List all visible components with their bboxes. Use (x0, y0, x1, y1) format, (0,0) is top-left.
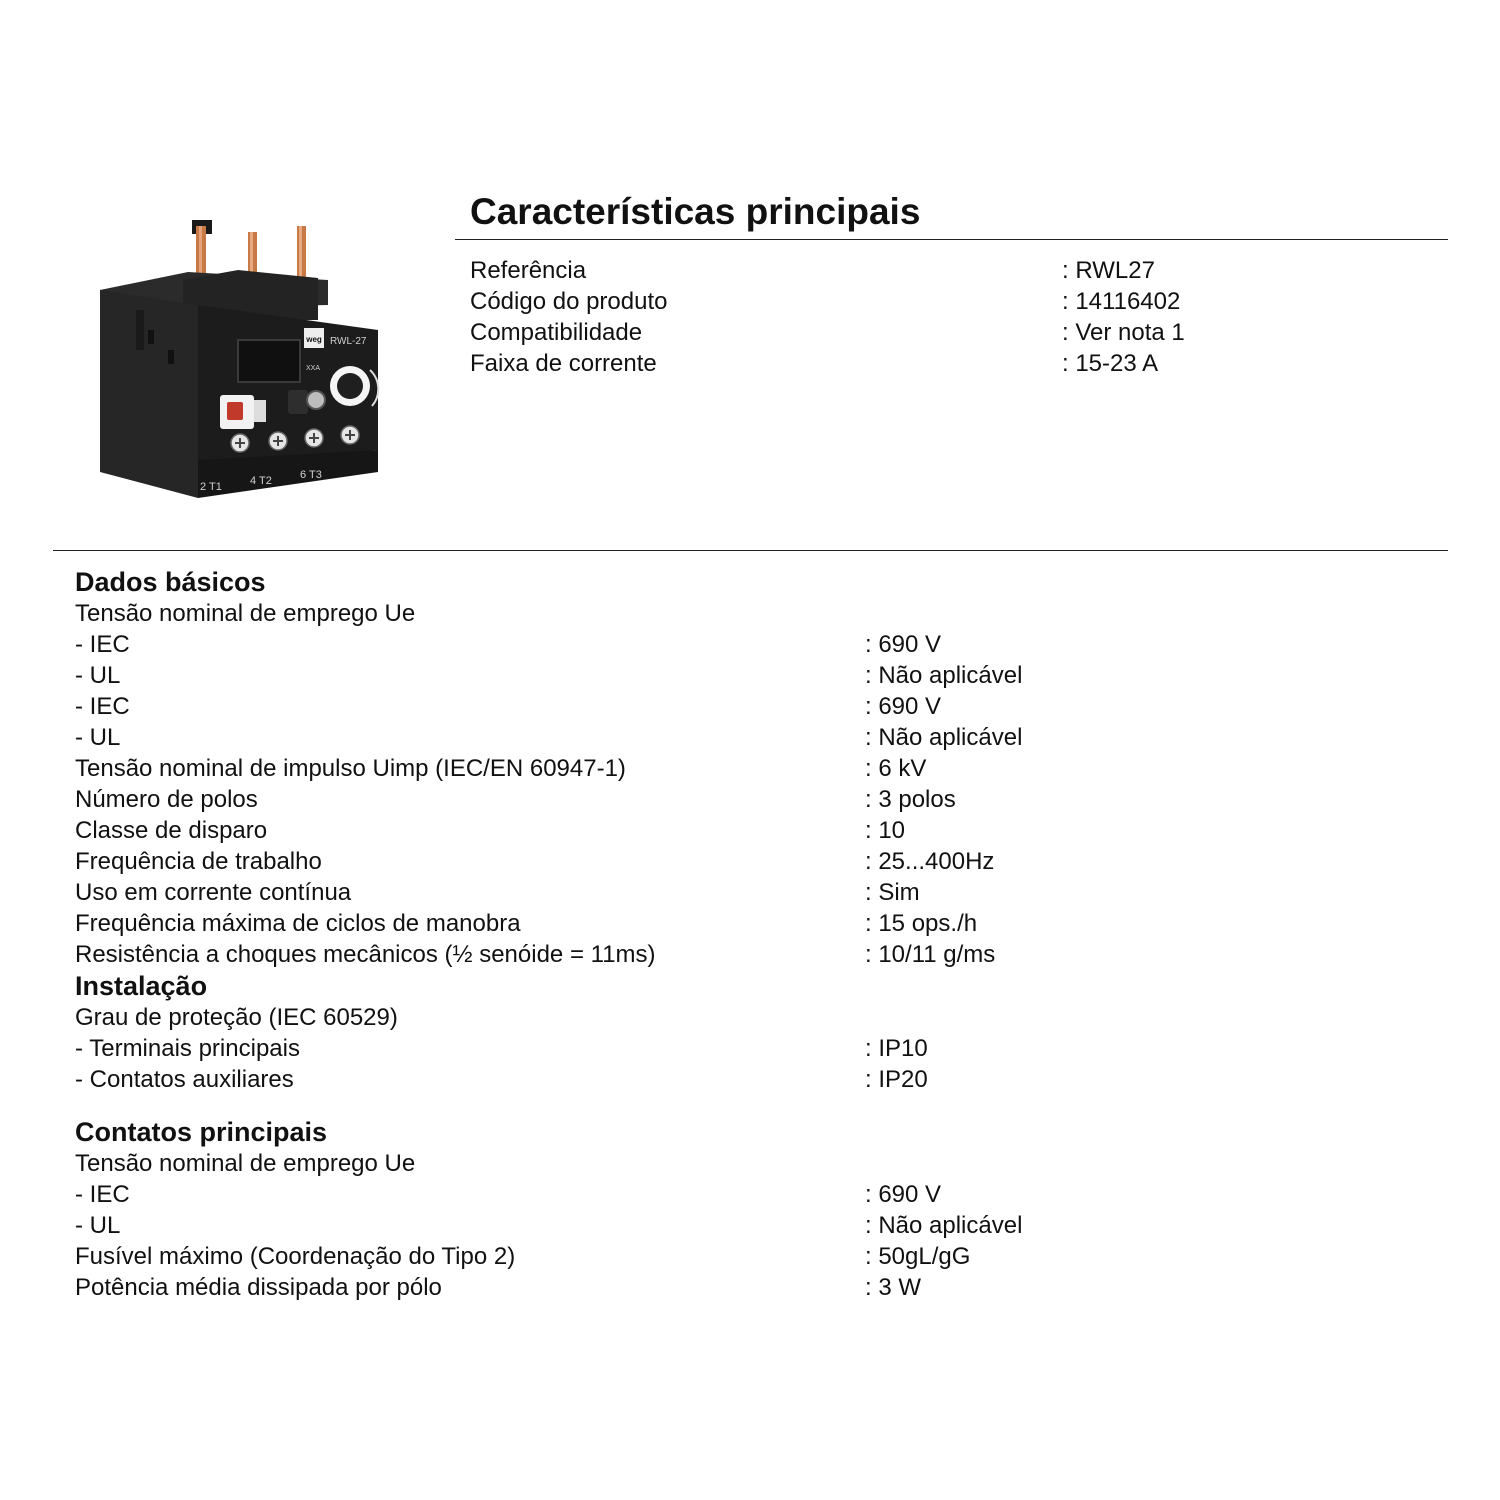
spec-value: : 10 (865, 817, 906, 844)
spec-row (470, 348, 1450, 379)
spec-row (75, 908, 1455, 939)
spec-value: : 3 W (865, 1274, 922, 1301)
thermal-relay-illustration (88, 210, 388, 510)
spec-row (75, 784, 1455, 815)
spec-value: : Não aplicável (865, 662, 1023, 689)
spec-value: : IP20 (865, 1066, 928, 1093)
spec-value: : 3 polos (865, 786, 956, 813)
spec-value: : 690 V (865, 1181, 942, 1208)
spec-value: : 690 V (865, 631, 942, 658)
spec-label: Fusível máximo (Coordenação do Tipo 2) (75, 1243, 516, 1270)
spec-value: : 25...400Hz (865, 848, 995, 875)
section-heading: Contatos principais (75, 1117, 328, 1147)
spec-row (470, 255, 1450, 286)
spec-label: Referência (470, 257, 587, 284)
spec-row (470, 286, 1450, 317)
spec-label: - Terminais principais (75, 1035, 300, 1062)
spec-value: : Não aplicável (865, 724, 1023, 751)
spec-value: : 10/11 g/ms (865, 941, 996, 968)
section-heading: Instalação (75, 971, 208, 1001)
spec-value: : Sim (865, 879, 920, 906)
spec-label: Faixa de corrente (470, 350, 657, 377)
spec-label: Uso em corrente contínua (75, 879, 352, 906)
spec-label: - IEC (75, 1181, 130, 1208)
spec-value: : Ver nota 1 (1062, 319, 1185, 346)
spec-row (75, 815, 1455, 846)
spec-label: Compatibilidade (470, 319, 643, 346)
spec-value: : Não aplicável (865, 1212, 1023, 1239)
spec-row (75, 722, 1455, 753)
spec-value: : 50gL/gG (865, 1243, 971, 1270)
spec-row (470, 317, 1450, 348)
spec-label: - UL (75, 1212, 121, 1239)
spec-row (75, 598, 1455, 629)
spec-row (75, 1033, 1455, 1064)
model-label: RWL-27 (330, 336, 367, 347)
spec-label: - UL (75, 662, 121, 689)
spec-label: Classe de disparo (75, 817, 268, 844)
dial-label: XXA (306, 365, 321, 372)
section-contatos-principais (75, 1116, 1455, 1303)
spec-value: : 14116402 (1062, 288, 1181, 315)
terminal-label-2: 4 T2 (250, 475, 272, 487)
terminal-label-3: 6 T3 (300, 469, 322, 481)
spec-row (75, 1179, 1455, 1210)
main-characteristics (470, 255, 1450, 379)
spec-label: Número de polos (75, 786, 258, 813)
brand-logo: weg (306, 335, 322, 344)
spec-value: : IP10 (865, 1035, 928, 1062)
spec-label: Potência média dissipada por pólo (75, 1274, 442, 1301)
spec-row (75, 846, 1455, 877)
spec-row (75, 1148, 1455, 1179)
spec-row (75, 1002, 1455, 1033)
spec-label: - IEC (75, 693, 130, 720)
spec-row (75, 660, 1455, 691)
spec-value: : 690 V (865, 693, 942, 720)
spec-row (75, 629, 1455, 660)
spec-label: Resistência a choques mecânicos (½ senóide = 11ms) (75, 941, 656, 968)
spec-row (75, 1064, 1455, 1095)
spec-row (75, 1210, 1455, 1241)
spec-row (75, 691, 1455, 722)
spec-label: Grau de proteção (IEC 60529) (75, 1004, 398, 1031)
spec-label: - IEC (75, 631, 130, 658)
spec-row (75, 1272, 1455, 1303)
spec-row (75, 1241, 1455, 1272)
spec-row (75, 753, 1455, 784)
spec-label: Código do produto (470, 288, 668, 315)
spec-label: - UL (75, 724, 121, 751)
spec-row (75, 877, 1455, 908)
product-image (88, 210, 388, 510)
page-title: Características principais (470, 191, 921, 232)
spec-value: : 15-23 A (1062, 350, 1159, 377)
section-heading: Dados básicos (75, 567, 266, 597)
section-dados-basicos (75, 566, 1455, 970)
terminal-label-1: 2 T1 (200, 481, 222, 493)
section-divider (53, 550, 1448, 551)
title-divider (455, 239, 1448, 240)
spec-label: Tensão nominal de impulso Uimp (IEC/EN 60947-1) (75, 755, 626, 782)
spec-label: Tensão nominal de emprego Ue (75, 1150, 416, 1177)
spec-label: Tensão nominal de emprego Ue (75, 600, 416, 627)
section-instalacao (75, 970, 1455, 1095)
spec-value: : RWL27 (1062, 257, 1155, 284)
spec-label: Frequência de trabalho (75, 848, 322, 875)
spec-label: Frequência máxima de ciclos de manobra (75, 910, 521, 937)
spec-value: : 6 kV (865, 755, 927, 782)
spec-label: - Contatos auxiliares (75, 1066, 294, 1093)
spec-row (75, 939, 1455, 970)
spec-value: : 15 ops./h (865, 910, 978, 937)
